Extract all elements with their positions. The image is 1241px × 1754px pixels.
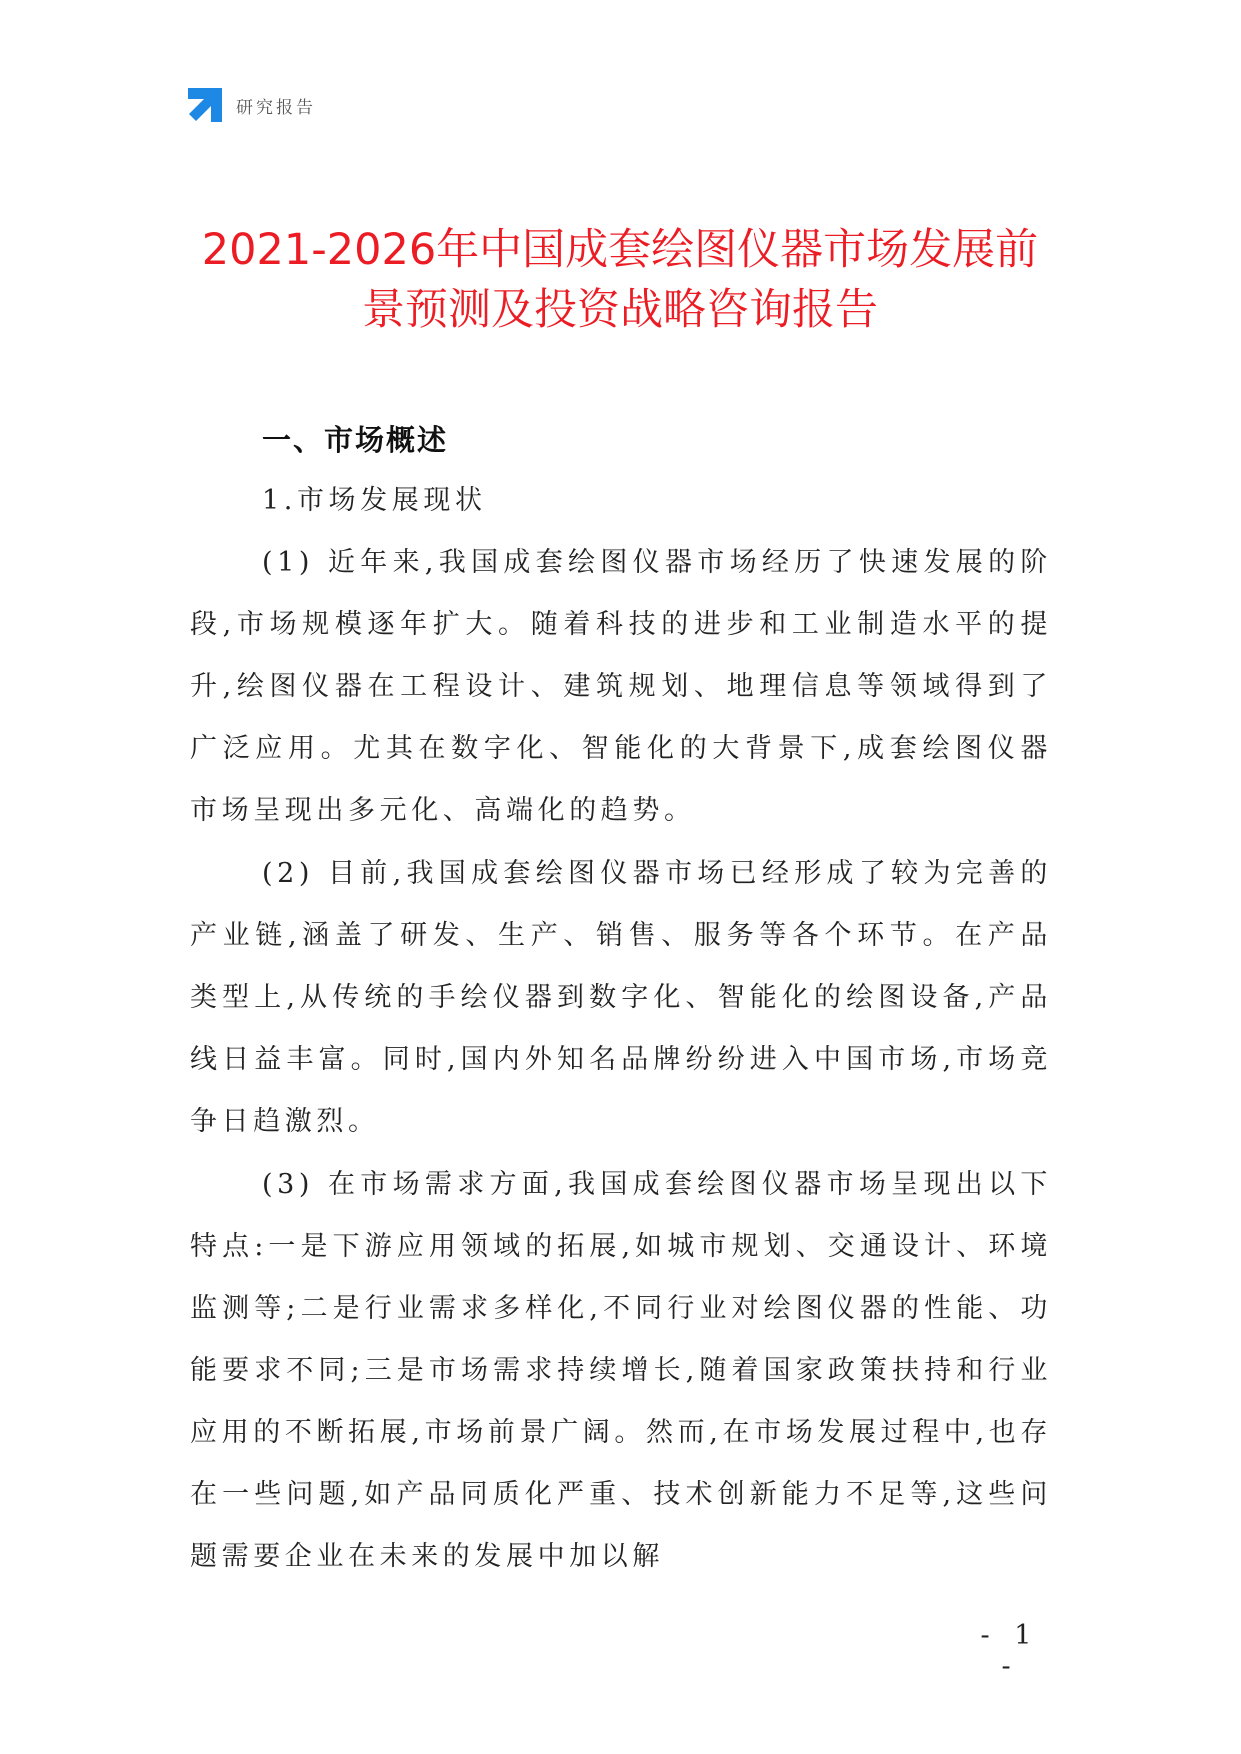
paragraph-3: (3) 在市场需求方面,我国成套绘图仪器市场呈现出以下特点:一是下游应用领域的拓展,如城市规划、交通设计、环境监测等;二是行业需求多样化,不同行业对绘图仪器的性能、功能要求不同;三是市场需求持续增长,随着国家政策扶持和行业应用的不断拓展,市场前景广阔。然而,在市场发展过程中,也存在一些问题,如产品同质化严重、技术创新能力不足等,这些问题需要企业在未来的发展中加以解 bbox=[190, 1169, 1052, 1572]
report-header bbox=[188, 88, 316, 122]
paragraph-2: (2) 目前,我国成套绘图仪器市场已经形成了较为完善的产业链,涵盖了研发、生产、销售、服务等各个环节。在产品类型上,从传统的手绘仪器到数字化、智能化的绘图设备,产品线日益丰富。同时,国内外知名品牌纷纷进入中国市场,市场竞争日趋激烈。 bbox=[190, 858, 1052, 1137]
page-number: - 1 - bbox=[980, 1620, 1040, 1682]
subheading: 1.市场发展现状 bbox=[262, 485, 487, 516]
report-title: 2021-2026年中国成套绘图仪器市场发展前景预测及投资战略咨询报告 bbox=[201, 225, 1039, 335]
arrow-up-right-icon bbox=[188, 88, 222, 122]
section-heading: 一、市场概述 bbox=[262, 423, 449, 457]
header-label: 研究报告 bbox=[236, 97, 316, 118]
paragraph-1: (1) 近年来,我国成套绘图仪器市场经历了快速发展的阶段,市场规模逐年扩大。随着科技的进步和工业制造水平的提升,绘图仪器在工程设计、建筑规划、地理信息等领域得到了广泛应用。尤其在数字化、智能化的大背景下,成套绘图仪器市场呈现出多元化、高端化的趋势。 bbox=[190, 547, 1053, 826]
